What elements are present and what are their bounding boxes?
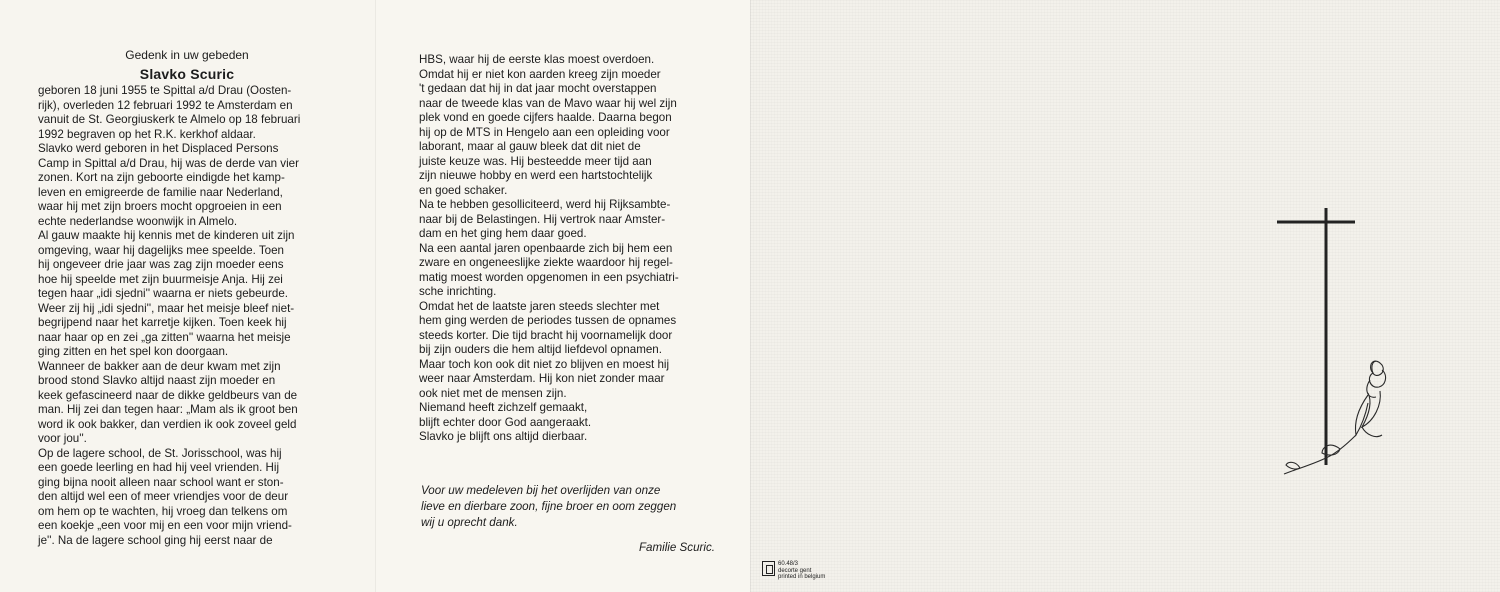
text-line: ging zitten en het spel kon doorgaan. <box>38 345 229 358</box>
text-line: 1992 begraven op het R.K. kerkhof aldaar. <box>38 127 256 141</box>
text-line: HBS, waar hij de eerste klas moest overdoen. <box>419 53 655 66</box>
text-line: hoe hij speelde met zijn buurmeisje Anja. Hij zei <box>38 272 283 286</box>
text-line: een koekje „een voor mij en een voor mijn vriend- <box>38 519 292 532</box>
text-line: Niemand heeft zichzelf gemaakt, <box>419 401 588 414</box>
text-line: zware en ongeneeslijke ziekte waardoor hij regel- <box>419 256 673 269</box>
text-line: brood stond Slavko altijd naast zijn moeder en <box>38 374 276 387</box>
text-line: weer naar Amsterdam. Hij kon niet zonder maar <box>419 372 665 385</box>
text-line: bij zijn ouders die hem altijd liefdevol opnamen. <box>419 343 662 356</box>
text-line: dam en het ging hem daar goed. <box>419 227 587 240</box>
text-line: waar hij met zijn broers mocht opgroeien in een <box>38 200 282 213</box>
prayer-heading: Gedenk in uw gebeden <box>125 48 249 62</box>
text-line: matig moest worden opgenomen in een psychiatri- <box>419 270 679 284</box>
text-line: Na een aantal jaren openbaarde zich bij hem een <box>419 241 673 255</box>
printer-mark <box>762 561 825 581</box>
text-line: Na te hebben gesolliciteerd, werd hij Rijksambte- <box>419 198 671 211</box>
text-line: ging bijna nooit alleen naar school want er ston- <box>38 475 284 489</box>
text-line: sche inrichting. <box>419 285 497 298</box>
text-line: Omdat het de laatste jaren steeds slechter met <box>419 299 660 313</box>
text-line: vanuit de St. Georgiuskerk te Almelo op 18 februari <box>38 113 301 126</box>
text-line: om hem op te wachten, hij vroeg dan telkens om <box>38 504 288 518</box>
text-line: hij op de MTS in Hengelo aan een opleiding voor <box>419 125 670 139</box>
family-signature: Familie Scuric. <box>638 541 715 554</box>
text-line: blijft echter door God aangeraakt. <box>419 415 592 429</box>
text-line: geboren 18 juni 1955 te Spittal a/d Drau (Oosten- <box>38 84 292 97</box>
thank-you-note <box>421 483 721 531</box>
text-line: den altijd wel een of meer vriendjes voor de deur <box>38 490 289 503</box>
text-line: tegen haar „idi sjedni'' waarna er niets gebeurde. <box>38 287 288 300</box>
text-line: leven en emigreerde de familie naar Nederland, <box>38 185 283 199</box>
text-line: echte nederlandse woonwijk in Almelo. <box>38 214 238 228</box>
text-line: je''. Na de lagere school ging hij eerst naar de <box>38 533 273 547</box>
text-line: juiste keuze was. Hij besteedde meer tijd aan <box>419 154 652 168</box>
text-line: zijn nieuwe hobby en werd een hartstochtelijk <box>419 169 653 182</box>
text-line: word ik ook bakker, dan verdien ik ook zoveel geld <box>38 417 297 431</box>
text-line: keek gefascineerd naar de dikke geldbeurs van de <box>38 388 298 402</box>
text-line: omgeving, waar hij dagelijks mee speelde. Toen <box>38 243 284 257</box>
text-line: wij u oprecht dank. <box>421 516 518 529</box>
fold-line <box>750 0 751 592</box>
text-line: begrijpend naar het karretje kijken. Toen keek hij <box>38 316 287 329</box>
printer-name: decorte gent <box>778 567 812 574</box>
text-line: Weer zij hij „idi sjedni'', maar het meisje bleef niet- <box>38 301 295 315</box>
text-line: en goed schaker. <box>419 183 508 197</box>
biography-text-left <box>38 84 336 548</box>
text-line: Camp in Spittal a/d Drau, hij was de derde van vier <box>38 156 299 170</box>
text-line: hem ging werden de periodes tussen de opnames <box>419 314 677 327</box>
biography-column-middle <box>419 53 717 445</box>
text-line: een goede leerling en had hij veel vrienden. Hij <box>38 461 280 474</box>
printer-code: 60.48/3 <box>778 561 799 567</box>
text-line: hij ongeveer drie jaar was zag zijn moeder eens <box>38 258 284 271</box>
text-line: man. Hij zei dan tegen haar: „Mam als ik groot ben <box>38 403 298 416</box>
text-line: Op de lagere school, de St. Jorisschool, was hij <box>38 446 282 460</box>
text-line: voor jou''. <box>38 432 87 445</box>
text-line: ook niet met de mensen zijn. <box>419 386 567 400</box>
text-line: naar bij de Belastingen. Hij vertrok naar Amster- <box>419 212 666 226</box>
text-line: steeds korter. Die tijd bracht hij voornamelijk door <box>419 328 673 342</box>
biography-text-middle <box>419 53 717 445</box>
deceased-name: Slavko Scuric <box>139 65 235 82</box>
fold-line <box>375 0 376 592</box>
text-line: Omdat hij er niet kon aarden kreeg zijn moeder <box>419 67 661 81</box>
text-line: 't gedaan dat hij in dat jaar mocht overstappen <box>419 82 657 95</box>
text-line: zonen. Kort na zijn geboorte eindigde het kamp- <box>38 171 285 184</box>
printer-logo-icon <box>762 561 775 576</box>
text-line: naar de tweede klas van de Mavo waar hij wel zijn <box>419 96 677 110</box>
rose-icon <box>1284 361 1386 474</box>
text-line: rijk), overleden 12 februari 1992 te Amsterdam en <box>38 98 293 112</box>
text-line: plek vond en goede cijfers haalde. Daarna begon <box>419 111 672 124</box>
text-line: Slavko je blijft ons altijd dierbaar. <box>419 430 588 443</box>
text-line: Al gauw maakte hij kennis met de kinderen uit zijn <box>38 229 295 242</box>
text-line: lieve en dierbare zoon, fijne broer en oom zeggen <box>421 500 677 513</box>
text-line: Voor uw medeleven bij het overlijden van onze <box>421 484 661 497</box>
biography-column-left <box>38 48 336 548</box>
text-line: naar haar op en zei „ga zitten'' waarna het meisje <box>38 330 291 344</box>
text-line: Wanneer de bakker aan de deur kwam met zijn <box>38 359 281 373</box>
cross-with-rose-illustration <box>1270 195 1390 485</box>
text-line: laborant, maar al gauw bleek dat dit niet de <box>419 140 641 153</box>
printer-origin: printed in belgium <box>778 574 826 580</box>
text-line: Slavko werd geboren in het Displaced Persons <box>38 142 279 155</box>
cross-icon <box>1277 208 1355 465</box>
text-line: Maar toch kon ook dit niet zo blijven en moest hij <box>419 357 670 371</box>
